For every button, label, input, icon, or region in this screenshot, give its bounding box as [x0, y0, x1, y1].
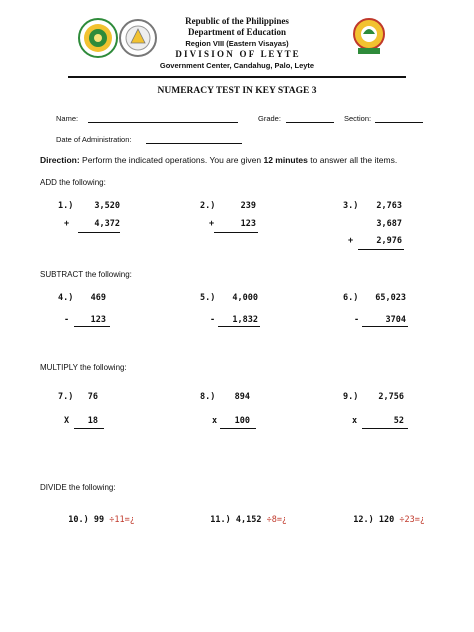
dividend: 4,152 [235, 515, 262, 525]
item-number: 12.) [353, 515, 374, 525]
operand-b: 18 [87, 416, 98, 426]
answer-line [218, 326, 260, 327]
operand-b: 52 [393, 416, 404, 426]
grade-label: Grade: [258, 114, 281, 123]
dividend: 99 [93, 515, 105, 525]
direction-text: Direction: Perform the indicated operations. You are given 12 minutes to answer all the items. [40, 155, 398, 165]
operator: x [352, 416, 358, 426]
section-label: Section: [344, 114, 372, 123]
direction-label: Direction: [40, 155, 80, 165]
operand-a: 4,000 [232, 293, 258, 303]
division-line: D I V I S I O N O F L E Y T E [175, 49, 299, 59]
item-number: 10.) [68, 515, 89, 525]
division-expression: ÷8=¿ [266, 515, 288, 525]
date-label: Date of Administration: [56, 135, 132, 144]
item-number: 3.) [343, 201, 359, 211]
operand-b: 123 [90, 315, 106, 325]
answer-line [220, 428, 256, 429]
region-line: Region VIII (Eastern Visayas) [185, 39, 289, 48]
item-number: 4.) [58, 293, 74, 303]
item-number: 5.) [200, 293, 216, 303]
answer-line [214, 232, 258, 233]
operand-a: 76 [87, 392, 98, 402]
address-line: Government Center, Candahug, Palo, Leyte [159, 61, 315, 70]
name-label: Name: [56, 114, 79, 123]
add-section-heading: ADD the following: [40, 178, 106, 187]
item-number: 8.) [200, 392, 216, 402]
operand-a: 2,756 [378, 392, 404, 402]
department-line: Department of Education [188, 27, 286, 37]
operator: - [64, 315, 70, 325]
section-field[interactable] [375, 122, 423, 123]
operand-b: 3704 [385, 315, 406, 325]
divide-section-heading: DIVIDE the following: [40, 483, 116, 492]
item-number: 1.) [58, 201, 74, 211]
operator: + [64, 219, 70, 229]
item-number: 11.) [210, 515, 231, 525]
dividend: 120 [378, 515, 395, 525]
item-11 [200, 505, 287, 525]
item-12 [343, 505, 425, 525]
division-expression: ÷23=¿ [399, 515, 425, 525]
operator: x [212, 416, 218, 426]
header-divider [68, 76, 406, 78]
operand-b: 123 [240, 219, 256, 229]
division-expression: ÷11=¿ [109, 515, 135, 525]
operand-b: 3,687 [376, 219, 402, 229]
grade-field[interactable] [286, 122, 334, 123]
item-10 [58, 505, 135, 525]
multiply-section-heading: MULTIPLY the following: [40, 363, 127, 372]
item-number: 7.) [58, 392, 74, 402]
item-number: 6.) [343, 293, 359, 303]
operator: + [348, 236, 354, 246]
operand-a: 894 [234, 392, 250, 402]
answer-line [74, 428, 104, 429]
operand-b: 1,832 [232, 315, 258, 325]
operator: X [64, 416, 70, 426]
operand-b: 4,372 [94, 219, 120, 229]
operand-a: 239 [240, 201, 256, 211]
operand-a: 2,763 [376, 201, 402, 211]
name-field[interactable] [88, 122, 238, 123]
operator: + [209, 219, 215, 229]
operand-b: 100 [234, 416, 250, 426]
answer-line [362, 428, 408, 429]
answer-line [358, 249, 404, 250]
item-number: 2.) [200, 201, 216, 211]
operator: - [210, 315, 216, 325]
operator: - [354, 315, 360, 325]
answer-line [78, 232, 120, 233]
answer-line [74, 326, 110, 327]
test-title: NUMERACY TEST IN KEY STAGE 3 [157, 86, 317, 96]
answer-line [362, 326, 408, 327]
time-limit: 12 minutes [263, 155, 308, 165]
operand-a: 3,520 [94, 201, 120, 211]
operand-c: 2,976 [376, 236, 402, 246]
date-field[interactable] [146, 143, 242, 144]
subtract-section-heading: SUBTRACT the following: [40, 270, 132, 279]
republic-line: Republic of the Philippines [185, 16, 289, 26]
operand-a: 469 [90, 293, 106, 303]
operand-a: 65,023 [375, 293, 406, 303]
item-number: 9.) [343, 392, 359, 402]
